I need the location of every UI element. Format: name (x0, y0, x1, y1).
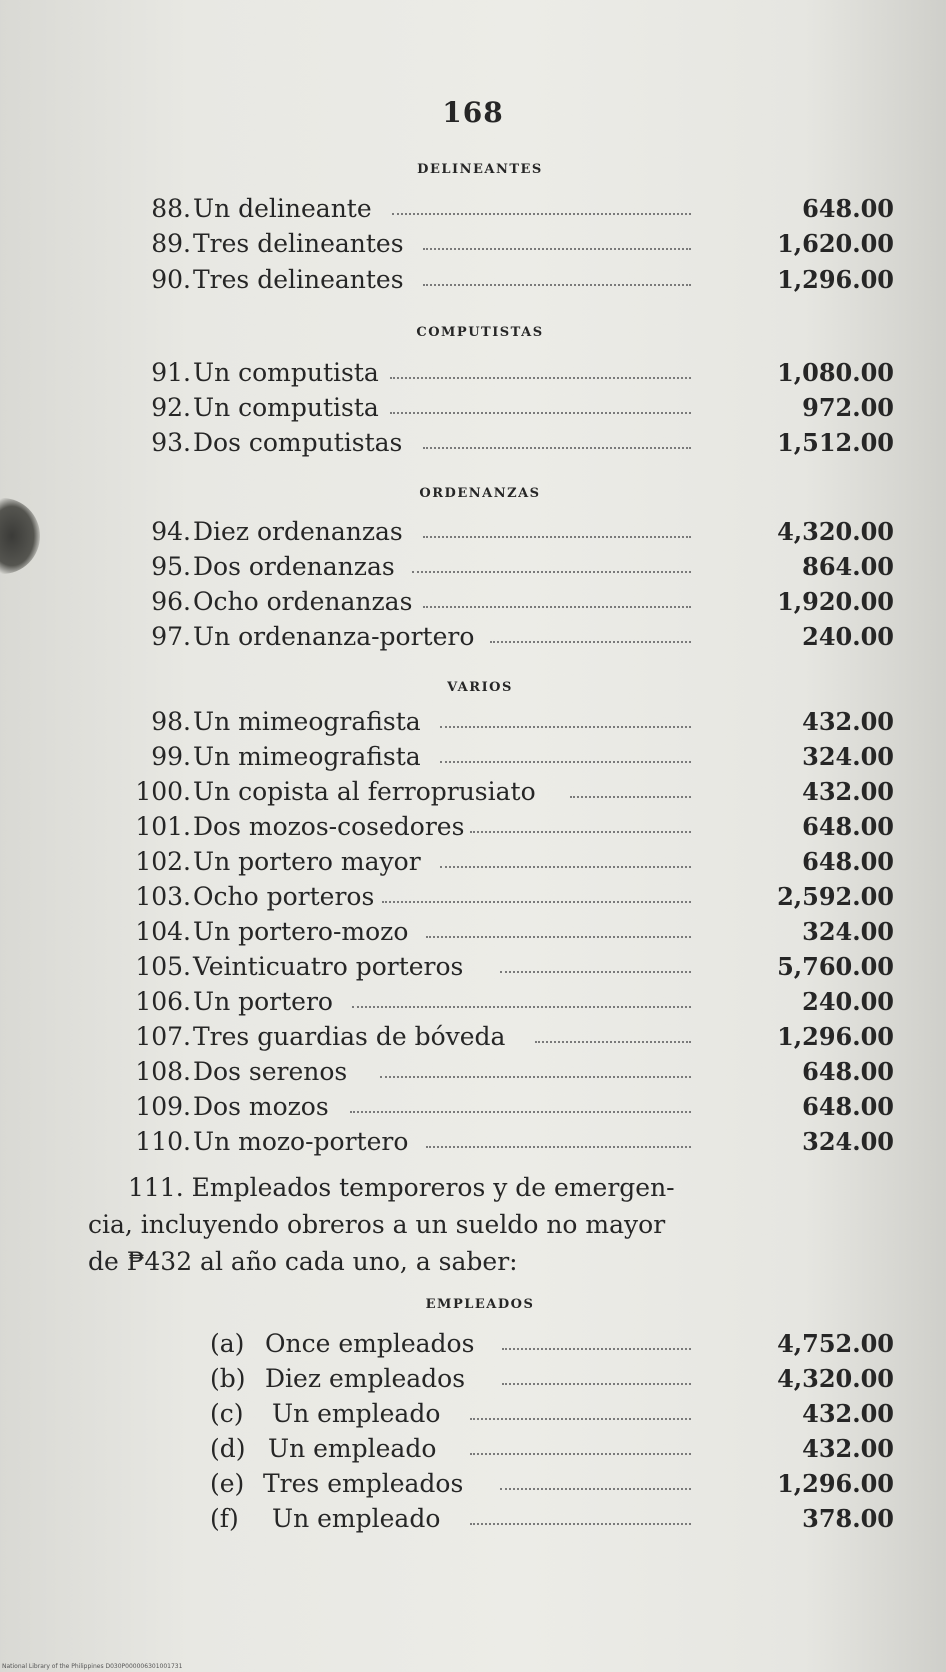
item-label: Diez empleados (265, 1364, 466, 1393)
list-item (0, 951, 946, 983)
item-amount: 1,920.00 (777, 587, 894, 616)
list-item (0, 1398, 946, 1430)
item-amount: 378.00 (802, 1504, 894, 1533)
item-number: 90. (151, 265, 191, 294)
item-amount: 4,320.00 (777, 517, 894, 546)
item-number: 88. (151, 194, 191, 223)
page-number: 168 (442, 96, 504, 129)
section-heading-delineantes: DELINEANTES (417, 162, 543, 177)
item-label: Ocho ordenanzas (193, 587, 413, 616)
item-label: Un portero-mozo (193, 917, 409, 946)
item-label: Tres delineantes (193, 229, 404, 258)
item-letter: (c) (210, 1399, 244, 1428)
dot-leader (500, 971, 691, 973)
item-label: Once empleados (265, 1329, 475, 1358)
item-number: 107. (135, 1022, 191, 1051)
dot-leader (470, 1418, 691, 1420)
list-item (0, 846, 946, 878)
item-number: 95. (151, 552, 191, 581)
list-item (0, 916, 946, 948)
item-label: Un empleado (272, 1399, 441, 1428)
item-amount: 432.00 (802, 1399, 894, 1428)
list-item (0, 811, 946, 843)
item-111-paragraph (88, 1169, 703, 1280)
item-number: 99. (151, 742, 191, 771)
dot-leader (470, 1523, 691, 1525)
dot-leader (426, 1146, 691, 1148)
dot-leader (470, 1453, 691, 1455)
list-item (0, 1433, 946, 1465)
dot-leader (423, 447, 691, 449)
item-number: 92. (151, 393, 191, 422)
dot-leader (423, 248, 691, 250)
dot-leader (390, 377, 691, 379)
item-amount: 1,080.00 (777, 358, 894, 387)
item-label: Tres delineantes (193, 265, 404, 294)
item-number: 106. (135, 987, 191, 1016)
item-amount: 1,296.00 (777, 265, 894, 294)
item-letter: (f) (210, 1504, 239, 1533)
item-amount: 864.00 (802, 552, 894, 581)
list-item (0, 264, 946, 296)
list-item (0, 1056, 946, 1088)
paragraph-line: de ₱432 al año cada uno, a saber: (88, 1247, 518, 1276)
item-amount: 240.00 (802, 987, 894, 1016)
item-label: Un portero (193, 987, 333, 1016)
item-number: 96. (151, 587, 191, 616)
item-number: 101. (135, 812, 191, 841)
item-amount: 2,592.00 (777, 882, 894, 911)
item-amount: 648.00 (802, 1092, 894, 1121)
dot-leader (423, 536, 691, 538)
item-label: Ocho porteros (193, 882, 375, 911)
list-item (0, 1328, 946, 1360)
dot-leader (392, 213, 691, 215)
item-amount: 648.00 (802, 194, 894, 223)
list-item (0, 776, 946, 808)
dot-leader (423, 284, 691, 286)
item-number: 97. (151, 622, 191, 651)
item-number: 94. (151, 517, 191, 546)
section-heading-empleados: EMPLEADOS (425, 1297, 535, 1312)
section-heading-computistas: COMPUTISTAS (416, 325, 544, 340)
dot-leader (440, 761, 691, 763)
dot-leader (440, 726, 691, 728)
item-label: Dos computistas (193, 428, 403, 457)
list-item (0, 1126, 946, 1158)
list-item (0, 881, 946, 913)
dot-leader (470, 831, 691, 833)
dot-leader (440, 866, 691, 868)
dot-leader (490, 641, 691, 643)
item-number: 105. (135, 952, 191, 981)
item-label: Tres empleados (263, 1469, 464, 1498)
item-amount: 4,752.00 (777, 1329, 894, 1358)
item-label: Un mimeografista (193, 742, 421, 771)
item-label: Dos mozos (193, 1092, 329, 1121)
item-label: Un copista al ferroprusiato (193, 777, 536, 806)
item-label: Dos mozos-cosedores (193, 812, 465, 841)
item-label: Un ordenanza-portero (193, 622, 475, 651)
item-amount: 432.00 (802, 707, 894, 736)
list-item (0, 516, 946, 548)
dot-leader (423, 606, 691, 608)
dot-leader (350, 1111, 691, 1113)
item-number: 100. (135, 777, 191, 806)
item-label: Dos ordenanzas (193, 552, 395, 581)
item-number: 104. (135, 917, 191, 946)
list-item (0, 1021, 946, 1053)
item-label: Un portero mayor (193, 847, 421, 876)
item-amount: 1,296.00 (777, 1469, 894, 1498)
scan-footer-text: National Library of the Philippines D030P000006301001731 (2, 1663, 183, 1670)
list-item (0, 228, 946, 260)
item-number: 89. (151, 229, 191, 258)
item-amount: 1,620.00 (777, 229, 894, 258)
item-label: Un empleado (268, 1434, 437, 1463)
dot-leader (352, 1006, 691, 1008)
list-item (0, 741, 946, 773)
item-amount: 5,760.00 (777, 952, 894, 981)
list-item (0, 392, 946, 424)
item-amount: 648.00 (802, 847, 894, 876)
item-letter: (d) (210, 1434, 246, 1463)
item-amount: 972.00 (802, 393, 894, 422)
item-label: Un computista (193, 393, 379, 422)
dot-leader (535, 1041, 691, 1043)
item-amount: 1,512.00 (777, 428, 894, 457)
list-item (0, 1503, 946, 1535)
item-label: Un computista (193, 358, 379, 387)
paragraph-line: cia, incluyendo obreros a un sueldo no mayor (88, 1210, 666, 1239)
item-label: Veinticuatro porteros (193, 952, 464, 981)
list-item (0, 586, 946, 618)
dot-leader (502, 1348, 691, 1350)
list-item (0, 1091, 946, 1123)
item-letter: (a) (210, 1329, 245, 1358)
item-letter: (b) (210, 1364, 246, 1393)
item-amount: 432.00 (802, 1434, 894, 1463)
item-amount: 324.00 (802, 917, 894, 946)
item-label: Un empleado (272, 1504, 441, 1533)
list-item (0, 986, 946, 1018)
list-item (0, 427, 946, 459)
item-number: 102. (135, 847, 191, 876)
item-number: 110. (135, 1127, 191, 1156)
item-number: 103. (135, 882, 191, 911)
item-label: Un delineante (193, 194, 372, 223)
item-amount: 324.00 (802, 742, 894, 771)
item-label: Un mimeografista (193, 707, 421, 736)
dot-leader (426, 936, 691, 938)
item-number: 108. (135, 1057, 191, 1086)
item-amount: 4,320.00 (777, 1364, 894, 1393)
dot-leader (412, 571, 691, 573)
dot-leader (390, 412, 691, 414)
dot-leader (502, 1383, 691, 1385)
list-item (0, 193, 946, 225)
list-item (0, 706, 946, 738)
list-item (0, 1363, 946, 1395)
list-item (0, 1468, 946, 1500)
item-amount: 240.00 (802, 622, 894, 651)
item-number: 93. (151, 428, 191, 457)
dot-leader (382, 901, 691, 903)
item-amount: 648.00 (802, 812, 894, 841)
dot-leader (570, 796, 691, 798)
item-label: Un mozo-portero (193, 1127, 409, 1156)
item-label: Diez ordenanzas (193, 517, 403, 546)
item-number: 109. (135, 1092, 191, 1121)
dot-leader (500, 1488, 691, 1490)
section-heading-varios: VARIOS (447, 680, 513, 695)
item-label: Dos serenos (193, 1057, 348, 1086)
item-amount: 324.00 (802, 1127, 894, 1156)
item-number: 98. (151, 707, 191, 736)
list-item (0, 551, 946, 583)
paragraph-line: 111. Empleados temporeros y de emergen- (128, 1173, 675, 1202)
list-item (0, 357, 946, 389)
item-amount: 1,296.00 (777, 1022, 894, 1051)
item-amount: 432.00 (802, 777, 894, 806)
item-letter: (e) (210, 1469, 245, 1498)
list-item (0, 621, 946, 653)
section-heading-ordenanzas: ORDENANZAS (419, 486, 541, 501)
item-amount: 648.00 (802, 1057, 894, 1086)
item-label: Tres guardias de bóveda (193, 1022, 506, 1051)
item-number: 91. (151, 358, 191, 387)
dot-leader (380, 1076, 691, 1078)
